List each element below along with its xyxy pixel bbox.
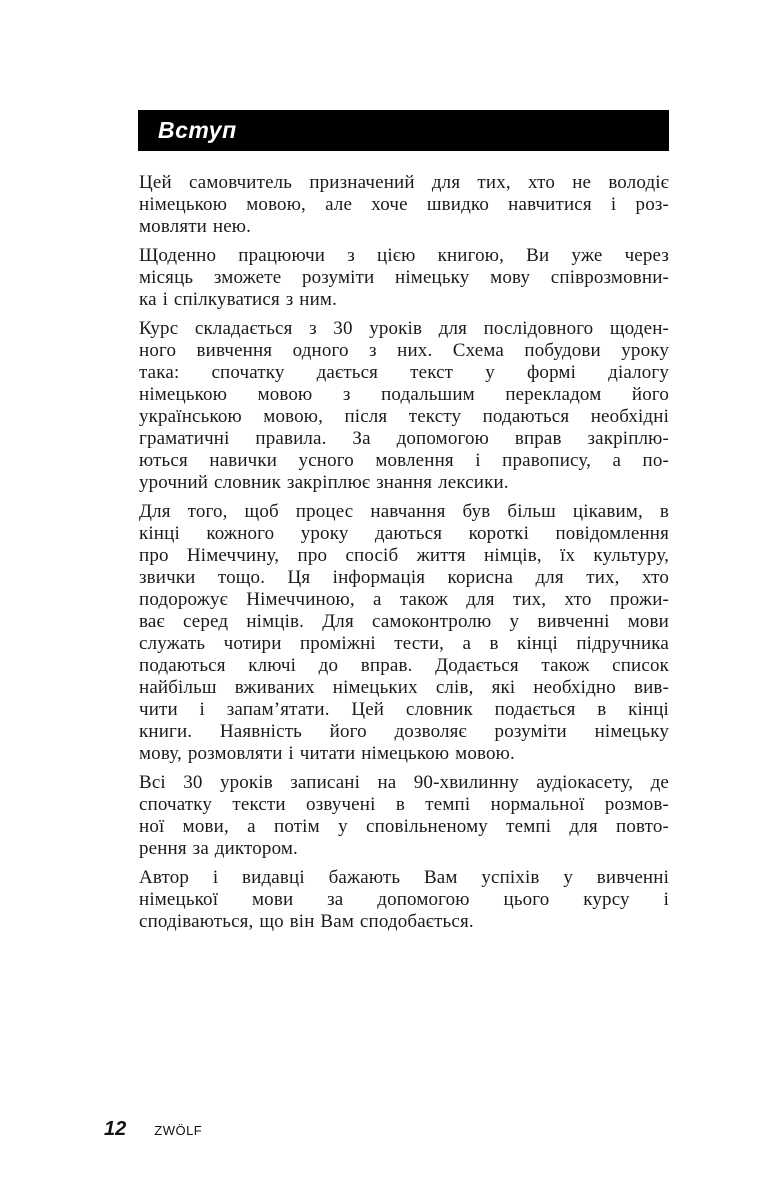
text-line: мовляти нею. <box>139 216 252 237</box>
text-line: ває серед німців. Для самоконтролю у вивченні мови <box>139 611 669 632</box>
paragraph <box>139 245 669 311</box>
text-line: книги. Наявність його дозволяє розуміти німецьку <box>139 721 669 742</box>
text-line: мову, розмовляти і читати німецькою мовою. <box>139 743 515 764</box>
text-line: німецькою мовою, але хоче швидко навчитися і роз- <box>139 194 669 215</box>
paragraph <box>139 501 669 765</box>
text-line: Цей самовчитель призначений для тих, хто не володіє <box>139 172 669 193</box>
text-line: спочатку тексти озвучені в темпі нормальної розмов- <box>139 794 669 815</box>
text-line: чити і запам’ятати. Цей словник подається в кінці <box>139 699 669 720</box>
text-line: ються навички усного мовлення і правопису, а по- <box>139 450 669 471</box>
text-line: німецькою мовою з подальшим перекладом його <box>139 384 669 405</box>
paragraph <box>139 318 669 494</box>
text-line: рення за диктором. <box>139 838 298 859</box>
text-line: урочний словник закріплює знання лексики. <box>139 472 509 493</box>
text-line: найбільш вживаних німецьких слів, які необхідно вив- <box>139 677 669 698</box>
text-line: німецької мови за допомогою цього курсу і <box>139 889 669 910</box>
text-line: Всі 30 уроків записані на 90-хвилинну аудіокасету, де <box>139 772 669 793</box>
text-line: українською мовою, після тексту подаються необхідні <box>139 406 669 427</box>
text-line: Автор і видавці бажають Вам успіхів у вивченні <box>139 867 669 888</box>
text-line: ного вивчення одного з них. Схема побудови уроку <box>139 340 669 361</box>
text-line: граматичні правила. За допомогою вправ закріплю- <box>139 428 669 449</box>
text-line: Щоденно працюючи з цією книгою, Ви уже через <box>139 245 669 266</box>
text-line: Курс складається з 30 уроків для послідовного щоден- <box>139 318 669 339</box>
text-line: така: спочатку дається текст у формі діалогу <box>139 362 669 383</box>
section-title: Вступ <box>158 117 237 143</box>
page-number-word: ZWÖLF <box>154 1123 203 1138</box>
page-number: 12 <box>104 1118 127 1140</box>
page-footer <box>104 1118 202 1142</box>
paragraph <box>139 172 669 238</box>
text-line: сподіваються, що він Вам сподобається. <box>139 911 474 932</box>
text-line: подаються ключі до вправ. Додається також список <box>139 655 669 676</box>
text-line: звички тощо. Ця інформація корисна для тих, хто <box>139 567 669 588</box>
text-line: місяць зможете розуміти німецьку мову співрозмовни- <box>139 267 669 288</box>
text-line: служать чотири проміжні тести, а в кінці підручника <box>139 633 669 654</box>
paragraph <box>139 867 669 933</box>
text-line: Для того, щоб процес навчання був більш цікавим, в <box>139 501 669 522</box>
text-line: подорожує Німеччиною, а також для тих, хто прожи- <box>139 589 669 610</box>
body-text <box>139 172 669 940</box>
text-line: кінці кожного уроку даються короткі повідомлення <box>139 523 669 544</box>
text-line: ної мови, а потім у сповільненому темпі для повто- <box>139 816 669 837</box>
paragraph <box>139 772 669 860</box>
text-line: про Німеччину, про спосіб життя німців, їх культуру, <box>139 545 669 566</box>
text-line: ка і спілкуватися з ним. <box>139 289 337 310</box>
section-heading-bar <box>138 110 669 151</box>
